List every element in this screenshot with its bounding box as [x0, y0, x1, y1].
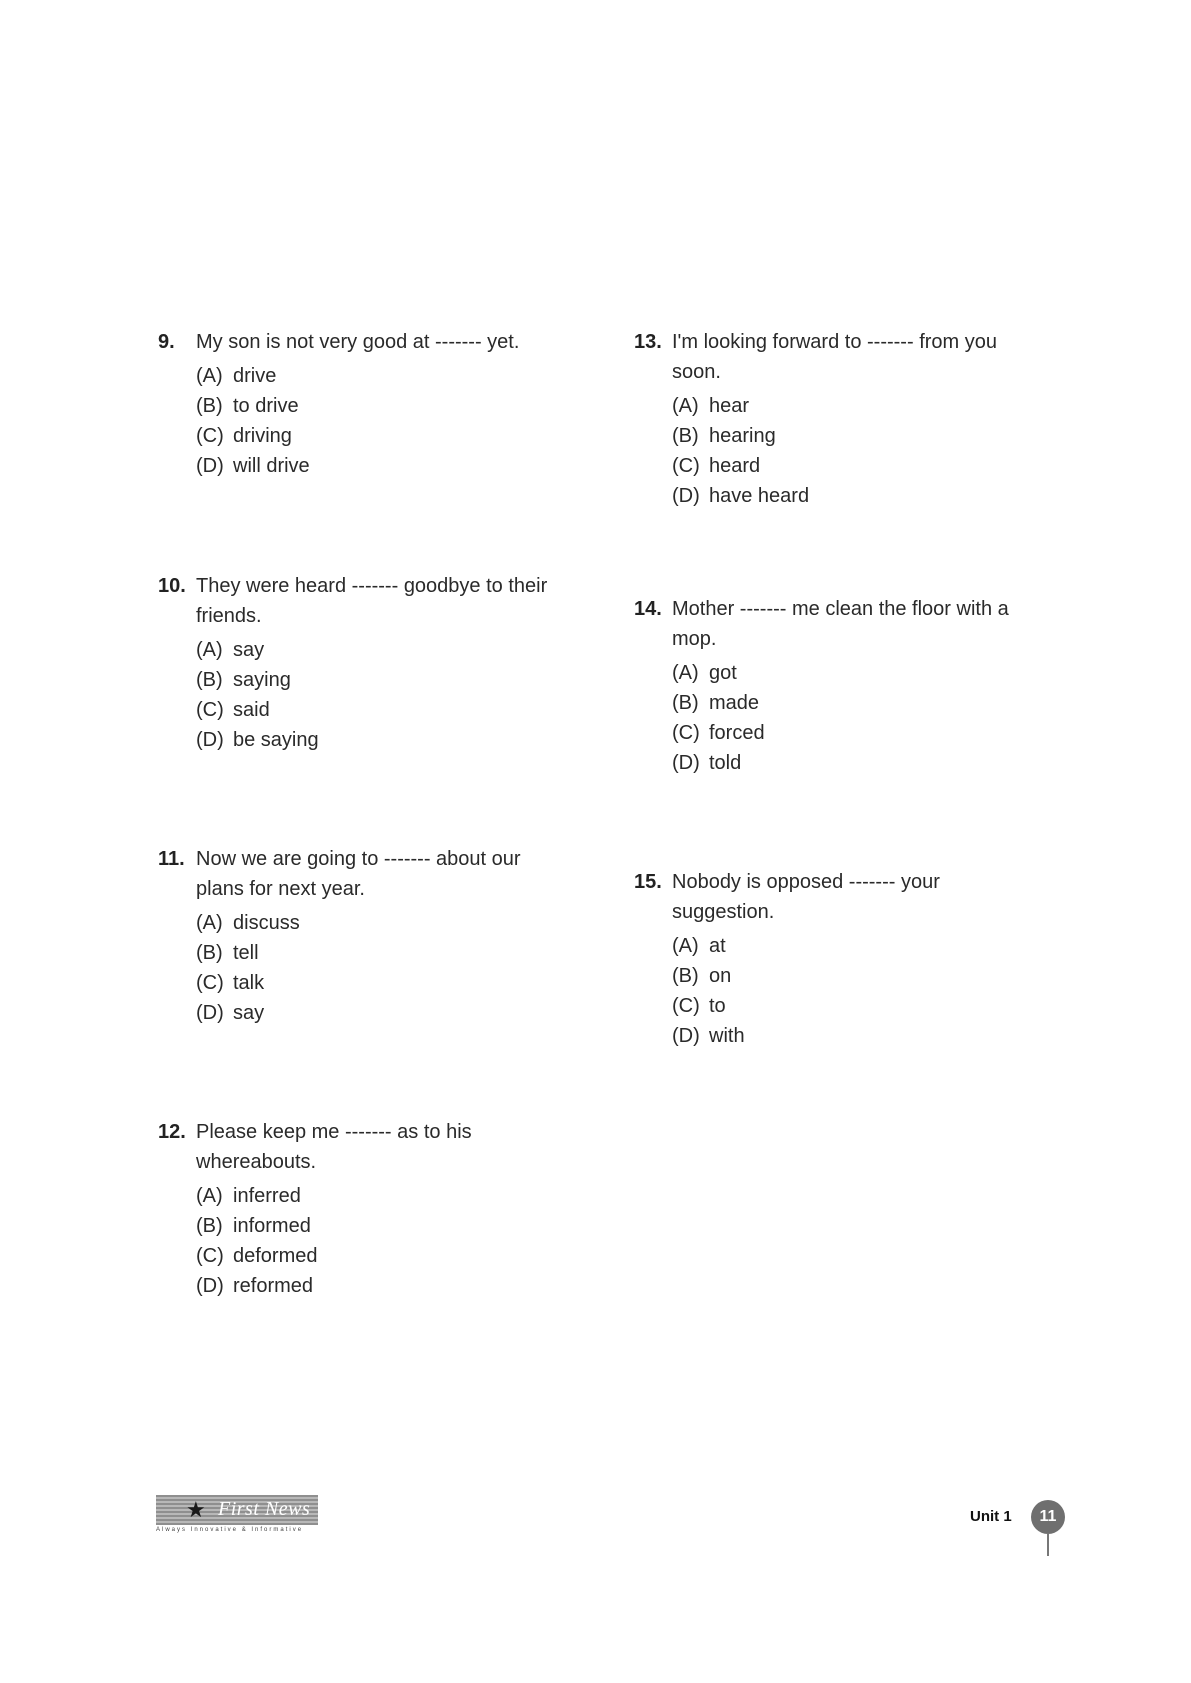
option-letter: (D) [196, 1002, 224, 1024]
answer-options [672, 931, 940, 1051]
option-letter: (C) [672, 722, 700, 744]
option-a [672, 931, 940, 961]
answer-options [196, 361, 519, 481]
option-letter: (C) [196, 972, 224, 994]
logo-banner [156, 1495, 318, 1525]
option-text: with [709, 1025, 745, 1047]
option-letter: (A) [196, 912, 223, 934]
page-badge-stem [1047, 1534, 1049, 1556]
question-text-line: plans for next year. [196, 878, 365, 900]
option-b [672, 961, 940, 991]
answer-options [196, 1181, 472, 1301]
option-letter: (D) [672, 485, 700, 507]
option-text: be saying [233, 729, 319, 751]
option-text: to [709, 995, 726, 1017]
option-letter: (A) [196, 639, 223, 661]
option-letter: (B) [672, 425, 699, 447]
question-11 [158, 844, 521, 1028]
option-text: have heard [709, 485, 810, 507]
question-text [196, 844, 521, 904]
question-number: 14. [634, 598, 662, 620]
option-letter: (C) [196, 1245, 224, 1267]
option-letter: (D) [672, 1025, 700, 1047]
question-12 [158, 1117, 472, 1301]
question-text-line: suggestion. [672, 901, 775, 923]
option-letter: (C) [672, 995, 700, 1017]
option-d [196, 725, 547, 755]
question-text [672, 867, 940, 927]
option-c [672, 991, 940, 1021]
option-text: saying [233, 669, 291, 691]
option-text: will drive [233, 455, 310, 477]
question-text-line: Nobody is opposed ------- your [672, 871, 940, 893]
option-text: say [233, 1002, 265, 1024]
option-text: informed [233, 1215, 311, 1237]
option-letter: (A) [672, 935, 699, 957]
option-letter: (C) [672, 455, 700, 477]
option-c [196, 695, 547, 725]
option-a [672, 658, 1009, 688]
option-text: tell [233, 942, 259, 964]
answer-options [196, 635, 547, 755]
option-b [196, 1211, 472, 1241]
question-13 [634, 327, 997, 511]
question-text-line: Now we are going to ------- about our [196, 848, 521, 870]
option-letter: (A) [672, 662, 699, 684]
question-text [196, 1117, 472, 1177]
question-number: 11. [158, 848, 185, 870]
question-text [672, 327, 997, 387]
option-text: hear [709, 395, 750, 417]
option-b [196, 665, 547, 695]
option-text: deformed [233, 1245, 318, 1267]
option-text: told [709, 752, 742, 774]
option-text: said [233, 699, 270, 721]
question-text-line: My son is not very good at ------- yet. [196, 331, 520, 353]
option-a [196, 1181, 472, 1211]
option-text: driving [233, 425, 292, 447]
option-c [672, 718, 1009, 748]
option-d [196, 998, 521, 1028]
option-letter: (B) [196, 395, 223, 417]
option-d [672, 481, 997, 511]
question-number: 15. [634, 871, 662, 893]
option-d [196, 451, 519, 481]
option-text: heard [709, 455, 761, 477]
option-text: reformed [233, 1275, 314, 1297]
option-a [672, 391, 997, 421]
question-text [672, 594, 1009, 654]
question-14 [634, 594, 1009, 778]
question-9 [158, 327, 519, 481]
option-letter: (D) [196, 729, 224, 751]
option-text: made [709, 692, 760, 714]
question-text-line: Please keep me ------- as to his [196, 1121, 472, 1143]
option-text: forced [709, 722, 765, 744]
question-text [196, 327, 519, 357]
question-text [196, 571, 547, 631]
option-d [196, 1271, 472, 1301]
question-number: 13. [634, 331, 662, 353]
option-letter: (D) [196, 455, 224, 477]
option-letter: (B) [196, 942, 223, 964]
option-d [672, 748, 1009, 778]
question-text-line: soon. [672, 361, 721, 383]
option-text: to drive [233, 395, 299, 417]
answer-options [196, 908, 521, 1028]
answer-options [672, 658, 1009, 778]
option-b [672, 688, 1009, 718]
option-letter: (C) [196, 699, 224, 721]
option-b [196, 938, 521, 968]
page-number-badge: 11 [1031, 1500, 1065, 1534]
option-letter: (B) [196, 669, 223, 691]
question-number: 12. [158, 1121, 186, 1143]
option-a [196, 635, 547, 665]
option-letter: (D) [196, 1275, 224, 1297]
option-text: at [709, 935, 726, 957]
option-b [196, 391, 519, 421]
option-letter: (B) [672, 692, 699, 714]
question-text-line: I'm looking forward to ------- from you [672, 331, 997, 353]
question-number: 9. [158, 331, 175, 353]
option-letter: (D) [672, 752, 700, 774]
logo-text: First News [218, 1498, 311, 1520]
option-letter: (A) [672, 395, 699, 417]
publisher-logo [156, 1495, 318, 1533]
unit-label: Unit 1 [970, 1508, 1012, 1525]
option-b [672, 421, 997, 451]
option-letter: (C) [196, 425, 224, 447]
option-c [196, 1241, 472, 1271]
question-text-line: whereabouts. [196, 1151, 317, 1173]
logo-tagline: Always Innovative & Informative [156, 1527, 304, 1533]
option-c [672, 451, 997, 481]
option-text: say [233, 639, 265, 661]
option-letter: (B) [672, 965, 699, 987]
question-number: 10. [158, 575, 186, 597]
option-text: hearing [709, 425, 776, 447]
question-10 [158, 571, 547, 755]
option-a [196, 908, 521, 938]
option-letter: (A) [196, 365, 223, 387]
question-text-line: Mother ------- me clean the floor with a [672, 598, 1009, 620]
question-15 [634, 867, 940, 1051]
option-text: got [709, 662, 737, 684]
option-text: on [709, 965, 732, 987]
option-d [672, 1021, 940, 1051]
option-c [196, 968, 521, 998]
question-text-line: They were heard ------- goodbye to their [196, 575, 548, 597]
answer-options [672, 391, 997, 511]
question-text-line: mop. [672, 628, 717, 650]
option-a [196, 361, 519, 391]
option-text: talk [233, 972, 265, 994]
option-text: inferred [233, 1185, 301, 1207]
option-letter: (B) [196, 1215, 223, 1237]
question-text-line: friends. [196, 605, 262, 627]
option-text: discuss [233, 912, 300, 934]
option-c [196, 421, 519, 451]
option-letter: (A) [196, 1185, 223, 1207]
option-text: drive [233, 365, 277, 387]
star-icon: ★ [186, 1497, 206, 1522]
